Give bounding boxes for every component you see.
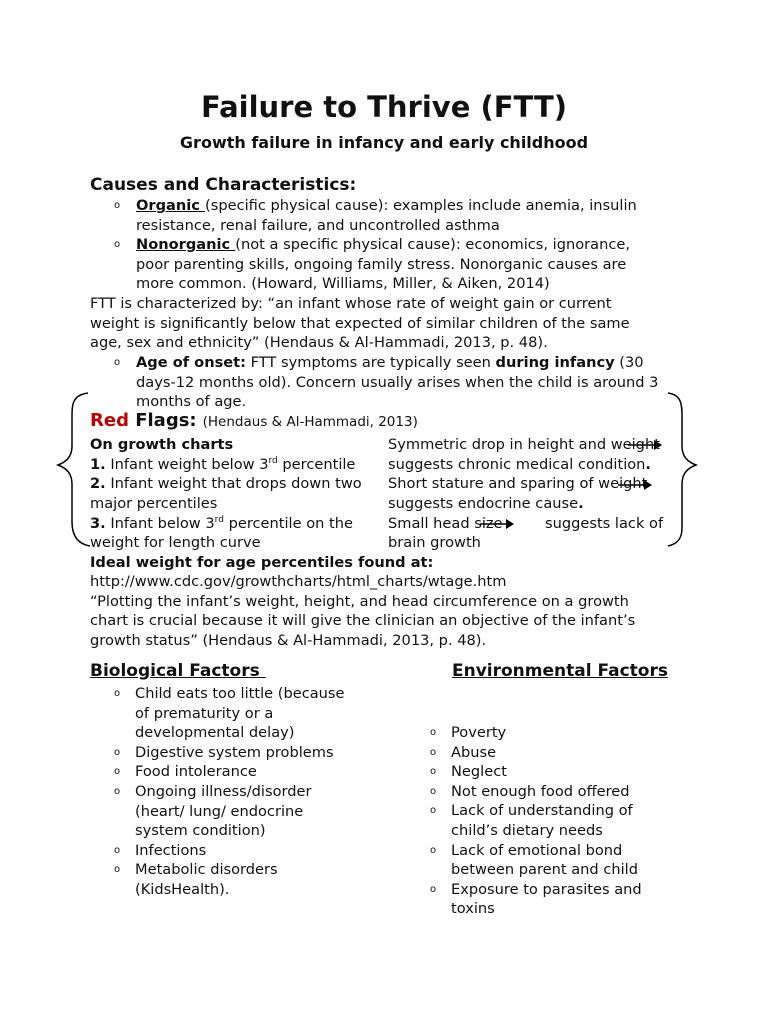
red-flags-citation: (Hendaus & Al-Hammadi, 2013): [202, 414, 418, 430]
bullet-icon: o: [430, 844, 437, 856]
left-brace-icon: [58, 393, 90, 546]
biological-factors-heading: Biological Factors: [90, 661, 266, 681]
bullet-icon: o: [430, 746, 437, 758]
bullet-icon: o: [114, 864, 121, 876]
bullet-icon: o: [430, 785, 437, 797]
bullet-icon: o: [114, 688, 121, 699]
flag-item-2-line-2: major percentiles: [90, 495, 218, 512]
list-item: o Lack of understanding of child’s dietary needs: [430, 802, 633, 839]
characterized-line-2: weight is significantly below that expected of similar children of the same: [90, 315, 630, 332]
list-item: o Digestive system problems: [114, 743, 334, 761]
environmental-factors-list: [430, 723, 642, 919]
page-subtitle: Growth failure in infancy and early childhood: [179, 133, 589, 152]
bullet-icon: o: [114, 357, 121, 368]
bullet-icon: o: [114, 844, 121, 856]
nonorganic-line-2: poor parenting skills, ongoing family stress. Nonorganic causes are: [136, 256, 627, 273]
list-item: o Exposure to parasites and toxins: [430, 880, 642, 918]
flag-item-3-line-2: weight for length curve: [90, 534, 261, 551]
biological-factors-list: [114, 684, 345, 900]
flag-result-1-line-2: suggests chronic medical condition.: [388, 456, 651, 473]
list-item: o Metabolic disorders (KidsHealth).: [114, 861, 278, 898]
list-item: o Not enough food offered: [430, 782, 630, 800]
quote-line-2: chart is crucial because it will give the clinician an objective of the infant’s: [90, 612, 636, 629]
bullet-icon: o: [430, 727, 437, 738]
list-item: o Ongoing illness/disorder (heart/ lung/ endocrine system condition): [114, 782, 312, 840]
characterized-line-3: age, sex and ethnicity” (Hendaus & Al-Hammadi, 2013, p. 48).: [90, 334, 548, 351]
nonorganic-label: Nonorganic: [136, 236, 236, 253]
flag-item-2: 2. Infant weight that drops down two: [90, 475, 362, 492]
red-flags-heading: Red Flags: (Hendaus & Al-Hammadi, 2013): [90, 410, 418, 431]
list-item: o Poverty: [430, 724, 507, 741]
flag-item-3: 3. Infant below 3rd percentile on the: [90, 515, 353, 532]
page-title: Failure to Thrive (FTT): [200, 90, 568, 124]
list-item: o Neglect: [430, 763, 507, 781]
bullet-icon: o: [114, 766, 121, 778]
ideal-weight-heading: Ideal weight for age percentiles found at:: [90, 554, 434, 571]
list-item: o Abuse: [430, 743, 497, 761]
quote-line-3: growth status” (Hendaus & Al-Hammadi, 2013, p. 48).: [90, 632, 487, 649]
flag-result-2-line-2: suggests endocrine cause.: [388, 495, 584, 512]
list-item: o Lack of emotional bond between parent and child: [430, 841, 638, 879]
list-item: o Food intolerance: [114, 763, 257, 781]
bullet-icon: o: [114, 746, 121, 758]
flag-item-1: 1. Infant weight below 3rd percentile: [90, 456, 356, 473]
causes-heading: Causes and Characteristics:: [90, 175, 357, 195]
onset-line-2: days-12 months old). Concern usually arises when the child is around 3: [136, 374, 659, 391]
list-item: o Child eats too little (because of prematurity or a developmental delay): [114, 685, 345, 742]
cdc-link[interactable]: http://www.cdc.gov/growthcharts/html_charts/wtage.htm: [90, 573, 507, 590]
bullet-icon: o: [430, 805, 437, 817]
bullet-icon: o: [430, 766, 437, 778]
flag-result-3-line-2: brain growth: [388, 534, 481, 551]
bullet-icon: o: [114, 239, 121, 250]
bullet-icon: o: [114, 200, 121, 211]
onset-label: Age of onset:: [136, 354, 246, 371]
growth-charts-heading: On growth charts: [90, 436, 234, 453]
bullet-icon: o: [430, 883, 437, 895]
flag-result-3: Small head size: [388, 515, 503, 532]
flag-result-2: Short stature and sparing of weight: [388, 475, 648, 492]
organic-line: Organic (specific physical cause): examples include anemia, insulin: [136, 197, 637, 214]
onset-line-3: months of age.: [136, 393, 247, 410]
flag-result-1: Symmetric drop in height and weight: [388, 436, 660, 453]
onset-line: Age of onset: FTT symptoms are typically seen during infancy (30: [136, 354, 644, 371]
right-brace-icon: [668, 393, 696, 546]
nonorganic-line-3: more common. (Howard, Williams, Miller, & Aiken, 2014): [136, 275, 550, 292]
list-item: o Infections: [114, 841, 207, 859]
flag-result-3-b: suggests lack of: [545, 515, 664, 532]
characterized-line-1: FTT is characterized by: “an infant whose rate of weight gain or current: [90, 295, 612, 312]
environmental-factors-heading: Environmental Factors: [452, 661, 668, 681]
quote-line-1: “Plotting the infant’s weight, height, and head circumference on a growth: [90, 593, 629, 610]
organic-label: Organic: [136, 197, 206, 214]
bullet-icon: o: [114, 785, 121, 797]
nonorganic-line: Nonorganic (not a specific physical cause): economics, ignorance,: [136, 236, 631, 253]
organic-line-2: resistance, renal failure, and uncontrolled asthma: [136, 217, 500, 234]
